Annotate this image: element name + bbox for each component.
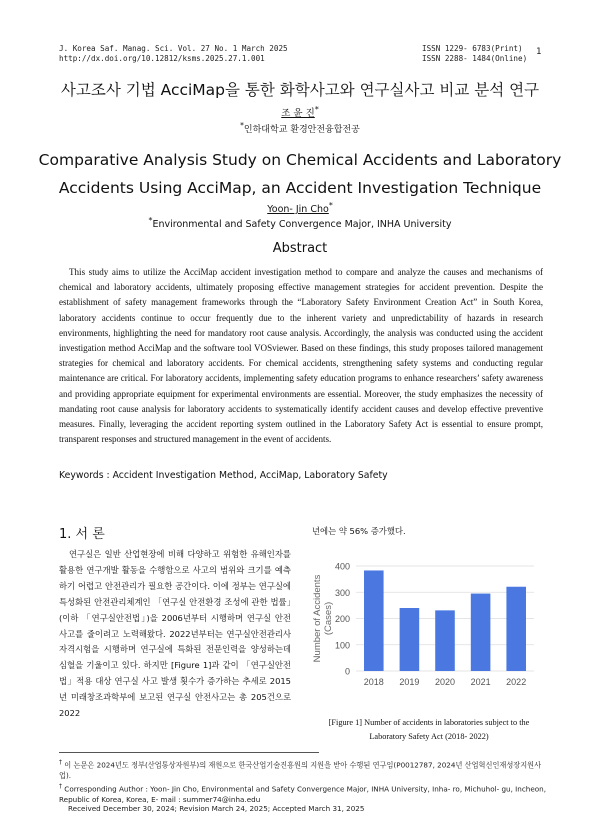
footnote-corresponding-text: Corresponding Author : Yoon- Jin Cho, Environmental and Safety Convergence Major, INHA University, Inha- ro, Michuhol- gu, Incheon, Republic of Korea, Korea, E- mail : summer74@inha.edu [59,784,547,805]
affil-korean-text: 인하대학교 환경안전융합전공 [243,125,360,135]
affiliation-english [0,216,600,230]
x-tick-label: 2021 [470,677,491,687]
footnote-corresponding-mark: † [59,783,62,790]
right-column-text: 년에는 약 56% 증가했다. [312,526,406,536]
received-dates: Received December 30, 2024; Revision March 24, 2025; Accepted March 31, 2025 [68,804,365,813]
footnote-funding-text: 이 논문은 2024년도 정부(산업통상자원부)의 재원으로 한국산업기술진흥원의 지원을 받아 수행된 연구임(P0012787, 2024년 산업혁신인재성장지원사업). [59,760,542,781]
doi-link[interactable]: http://dx.doi.org/10.12812/ksms.2025.27.1.001 [59,54,265,63]
title-korean: 사고조사 기법 AcciMap을 통한 화학사고와 연구실사고 비교 분석 연구 [60,81,540,99]
abstract-body: This study aims to utilize the AcciMap accident investigation method to compare and analyze the causes and mechanisms of chemical and laboratory accidents, ultimately proposing effective management strategies for accident prevention. Despite the establishment of safety management frameworks through the “Laboratory Safety Environment Creation Act” in South Korea, laboratory accidents continue to occur frequently due to the inherent variety and unpredictability of hazards in research environments, highlighting the need for mandatory root cause analysis. Accordingly, the analysis was conducted using the accident investigation method AcciMap and the software tool VOSviewer. Based on these findings, this study proposes tailored management strategies for chemical and laboratory accidents. For chemical accidents, strengthening safety systems and conducting regular maintenance are critical. For laboratory accidents, implementing safety education programs to enhance researchers’ safety awareness and providing appropriate equipment for experimental environments are essential. Moreover, the study emphasizes the necessity of mandating root cause analysis for laboratory accidents to systematically identify accident causes and develop effective preventive measures. Finally, leveraging the accident reporting system outlined in the Laboratory Safety Act is essential to ensure prompt, transparent responses and structured management in the event of accidents. [59,267,543,445]
author-korean-mark: * [314,105,319,114]
journal-line: J. Korea Saf. Manag. Sci. Vol. 27 No. 1 March 2025 [59,44,288,53]
bar [471,594,491,671]
affiliation-korean [0,121,600,135]
affil-english-mark: * [148,216,153,225]
y-axis-label-unit: (Cases) [323,601,334,636]
intro-paragraph: 연구실은 일반 산업현장에 비해 다양하고 위험한 유해인자를 활용한 연구개발 활동을 수행함으로 사고의 범위와 크기를 예측하기 어렵고 안전관리가 필요한 공간이다. 이에 정부는 연구실에 특성화된 안전관리체계인 「연구실 안전환경 조성에 관한 법률」(이하 「연구실안전법」)을 2006년부터 시행하며 연구실 안전 사고를 줄이려고 노력해왔다. 2022년부터는 연구실안전관리사 자격시험을 시행하며 연구실에 특화된 전문인력을 양성하는데 심혈을 기울이고 있다. 하지만 [Figure 1]과 같이 「연구실안전법」적용 대상 연구실 사고 발생 횟수가 증가하는 추세로 2015년 미래창조과학부에 보고된 연구실 안전사고는 총 205건으로 2022 [59,549,291,719]
y-tick-label: 200 [334,614,350,624]
title-english [30,146,570,202]
footnote-corresponding [59,781,549,805]
author-english [0,201,600,215]
footnote-funding [59,757,549,781]
x-tick-label: 2020 [434,677,456,687]
x-tick-label: 2022 [506,677,527,687]
footnote-divider [59,752,319,753]
y-tick-label: 300 [334,587,350,598]
bar [400,608,420,671]
footnote-funding-mark: † [59,759,62,766]
x-tick-label: 2019 [399,677,420,687]
figure-caption: [Figure 1] Number of accidents in laboratories subject to the Laboratory Safety Act (2018- 2022) [328,718,530,741]
y-tick-label: 400 [334,561,350,572]
issn-print: ISSN 1229- 6783(Print) [422,44,523,53]
title-english-line-1: Comparative Analysis Study on Chemical Accidents and Laboratory [38,151,562,169]
affil-english-text: Environmental and Safety Convergence Major, INHA University [152,219,452,231]
author-english-mark: * [328,201,333,210]
author-english-name: Yoon- Jin Cho [267,204,329,216]
x-tick-label: 2018 [363,677,384,687]
accidents-bar-chart [308,556,540,706]
keywords: Keywords : Accident Investigation Method, AcciMap, Laboratory Safety [59,470,388,481]
author-korean [0,105,600,119]
title-english-line-2: Accidents Using AcciMap, an Accident Investigation Technique [58,179,542,197]
section-heading: 1. 서 론 [59,527,105,542]
bar [435,610,455,671]
y-tick-label: 100 [334,640,350,651]
issn-online: ISSN 2288- 1484(Online) [422,54,528,63]
page-number: 1 [536,47,542,57]
author-korean-name: 조 윤 진 [281,108,315,120]
bar [506,587,526,671]
affil-korean-mark: * [240,121,244,130]
y-axis-label: Number of Accidents [312,574,323,663]
bar [364,570,384,671]
abstract-heading: Abstract [272,241,328,256]
y-tick-label: 0 [344,666,350,677]
